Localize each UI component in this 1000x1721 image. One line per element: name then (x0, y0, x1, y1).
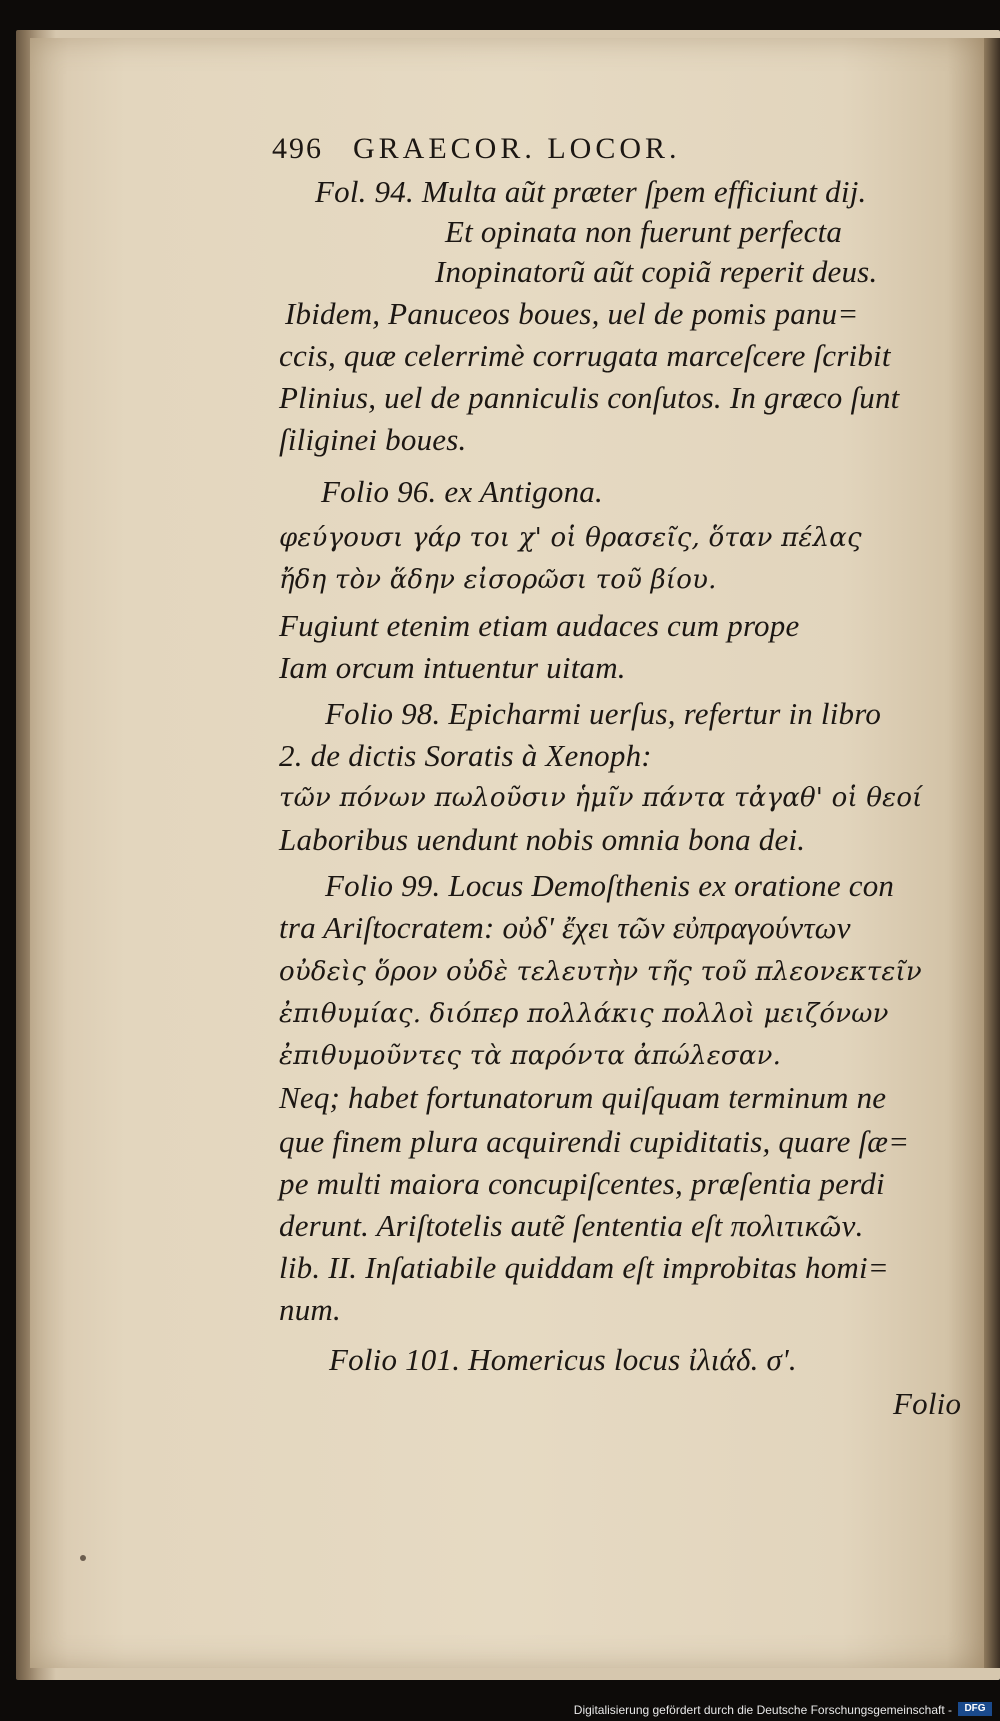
book-spine (984, 38, 1000, 1668)
text-line: Folio 98. Epicharmi uerſus, refertur in libro (325, 696, 882, 731)
page-number: 496 (272, 132, 323, 165)
text-line: lib. II. Inſatiabile quiddam eſt improbitas homi= (279, 1250, 889, 1285)
text-line: Et opinata non fuerunt perfecta (445, 214, 843, 249)
text-line: 2. de dictis Soratis à Xenoph: (279, 738, 652, 773)
footer-bar (0, 1697, 1000, 1721)
greek-line: τῶν πόνων πωλοῦσιν ἡμῖν πάντα τἀγαθ' οἱ θεοί (279, 783, 923, 813)
greek-line: ἐπιθυμίας. διόπερ πολλάκις πολλοὶ μειζόνων (279, 999, 889, 1029)
text-line: Plinius, uel de panniculis conſutos. In græco ſunt (279, 380, 900, 415)
text-line: pe multi maiora concupiſcentes, præſentia perdi (279, 1166, 885, 1201)
running-title: GRAECOR. LOCOR. (353, 132, 681, 165)
text-line: Fol. 94. Multa aũt præter ſpem efficiunt dij. (315, 174, 867, 209)
greek-line: φεύγουσι γάρ τοι χ' οἱ θρασεῖς, ὅταν πέλας (279, 523, 862, 553)
text-line: Fugiunt etenim etiam audaces cum prope (279, 608, 800, 643)
text-line: Ibidem, Panuceos boues, uel de pomis panu= (285, 296, 859, 331)
text-line: derunt. Ariſtotelis autẽ ſententia eſt πολιτικῶν. (279, 1208, 864, 1243)
page-header (272, 132, 681, 166)
greek-line: ἐπιθυμοῦντες τὰ παρόντα ἀπώλεσαν. (279, 1041, 782, 1071)
text-line: num. (279, 1292, 341, 1327)
text-line: ſiliginei boues. (279, 422, 467, 457)
text-line: Folio 101. Homericus locus ἰλιάδ. σ'. (329, 1342, 797, 1377)
text-line: Iam orcum intuentur uitam. (279, 650, 626, 685)
text-line: Folio 99. Locus Demoſthenis ex oratione con (325, 868, 895, 903)
text-line: Neq; habet fortunatorum quiſquam terminum ne (279, 1080, 887, 1115)
text-line: tra Ariſtocratem: οὐδ' ἔχει τῶν εὐπραγούντων (279, 910, 851, 945)
text-line: que finem plura acquirendi cupiditatis, quare ſæ= (279, 1124, 910, 1159)
greek-line: οὐδεὶς ὅρον οὐδὲ τελευτὴν τῆς τοῦ πλεονεκτεῖν (279, 957, 922, 987)
text-line: ccis, quæ celerrimè corrugata marceſcere ſcribit (279, 338, 891, 373)
text-line: Laboribus uendunt nobis omnia bona dei. (279, 822, 806, 857)
ink-speck (80, 1555, 86, 1561)
digitization-credit: Digitalisierung gefördert durch die Deutsche Forschungsgemeinschaft - (573, 1703, 952, 1717)
text-line: Folio 96. ex Antigona. (321, 474, 603, 509)
catchword: Folio (893, 1386, 962, 1421)
dfg-logo: DFG (958, 1702, 992, 1716)
text-line: Inopinatorũ aũt copiã reperit deus. (435, 254, 878, 289)
greek-line: ἤδη τὸν ἅδην εἰσορῶσι τοῦ βίου. (279, 565, 717, 595)
